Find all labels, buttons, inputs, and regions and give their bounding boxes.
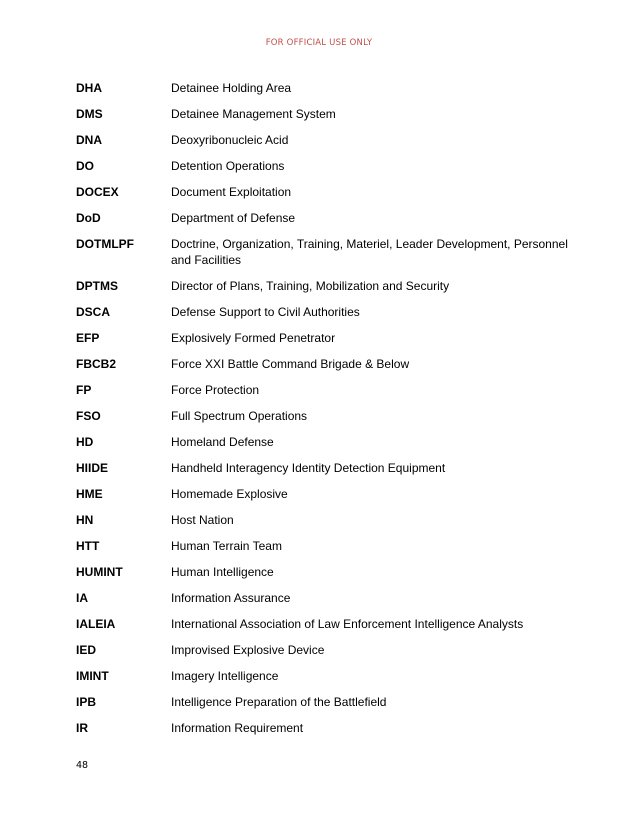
acronym-row <box>76 382 576 398</box>
acronym-row <box>76 616 576 632</box>
acronym-row <box>76 720 576 736</box>
acronym-abbr: HTT <box>76 539 100 553</box>
acronym-abbr: IMINT <box>76 669 109 683</box>
acronym-row <box>76 486 576 502</box>
acronym-definition: Information Requirement <box>171 721 304 735</box>
acronym-row <box>76 434 576 450</box>
page-number: 48 <box>76 760 89 771</box>
acronym-definition: Department of Defense <box>171 211 296 225</box>
acronym-abbr: IALEIA <box>76 617 116 631</box>
acronym-definition: Deoxyribonucleic Acid <box>171 133 289 147</box>
acronym-abbr: DNA <box>76 133 102 147</box>
acronym-definition: Force XXI Battle Command Brigade & Below <box>171 357 410 371</box>
acronym-list <box>76 80 576 746</box>
acronym-row <box>76 694 576 710</box>
acronym-definition: Human Terrain Team <box>171 539 282 553</box>
acronym-definition: Director of Plans, Training, Mobilization and Security <box>171 279 450 293</box>
acronym-definition: Defense Support to Civil Authorities <box>171 305 360 319</box>
acronym-abbr: FP <box>76 383 92 397</box>
acronym-row <box>76 668 576 684</box>
acronym-definition: Intelligence Preparation of the Battlefield <box>171 695 387 709</box>
acronym-row <box>76 590 576 606</box>
acronym-definition: Force Protection <box>171 383 260 397</box>
acronym-abbr: DOCEX <box>76 185 119 199</box>
acronym-abbr: DSCA <box>76 305 111 319</box>
acronym-row <box>76 356 576 372</box>
acronym-row <box>76 512 576 528</box>
classification-header: FOR OFFICIAL USE ONLY <box>265 38 373 48</box>
acronym-definition: Detention Operations <box>171 159 285 173</box>
acronym-abbr: DoD <box>76 211 101 225</box>
acronym-abbr: FBCB2 <box>76 357 117 371</box>
acronym-row <box>76 106 576 122</box>
acronym-row <box>76 460 576 476</box>
acronym-definition: Document Exploitation <box>171 185 292 199</box>
acronym-abbr: DO <box>76 159 94 173</box>
acronym-abbr: HIIDE <box>76 461 109 475</box>
acronym-row <box>76 538 576 554</box>
acronym-abbr: HN <box>76 513 94 527</box>
acronym-abbr: DHA <box>76 81 102 95</box>
acronym-definition: Homeland Defense <box>171 435 274 449</box>
acronym-abbr: HUMINT <box>76 565 123 579</box>
acronym-definition: Detainee Management System <box>171 107 336 121</box>
acronym-row <box>76 278 576 294</box>
acronym-definition: Human Intelligence <box>171 565 274 579</box>
acronym-abbr: DPTMS <box>76 279 118 293</box>
acronym-abbr: FSO <box>76 409 101 423</box>
acronym-definition: Detainee Holding Area <box>171 81 292 95</box>
acronym-row <box>76 236 576 268</box>
acronym-row <box>76 408 576 424</box>
acronym-definition: Improvised Explosive Device <box>171 643 325 657</box>
acronym-definition: Handheld Interagency Identity Detection Equipment <box>171 461 446 475</box>
acronym-definition: Explosively Formed Penetrator <box>171 331 336 345</box>
acronym-definition: Imagery Intelligence <box>171 669 279 683</box>
acronym-row <box>76 158 576 174</box>
acronym-abbr: IR <box>76 721 88 735</box>
acronym-definition: Information Assurance <box>171 591 291 605</box>
acronym-abbr: HME <box>76 487 103 501</box>
acronym-row <box>76 304 576 320</box>
acronym-abbr: HD <box>76 435 94 449</box>
acronym-abbr: EFP <box>76 331 100 345</box>
acronym-row <box>76 132 576 148</box>
acronym-definition: Homemade Explosive <box>171 487 288 501</box>
acronym-row <box>76 330 576 346</box>
acronym-row <box>76 210 576 226</box>
acronym-definition: Doctrine, Organization, Training, Materiel, Leader Development, Personnel and Facilities <box>171 237 568 267</box>
acronym-row <box>76 80 576 96</box>
acronym-row <box>76 564 576 580</box>
acronym-definition: Full Spectrum Operations <box>171 409 308 423</box>
acronym-abbr: IED <box>76 643 97 657</box>
acronym-definition: Host Nation <box>171 513 234 527</box>
acronym-abbr: IA <box>76 591 88 605</box>
acronym-row <box>76 184 576 200</box>
acronym-abbr: IPB <box>76 695 97 709</box>
acronym-row <box>76 642 576 658</box>
acronym-abbr: DMS <box>76 107 103 121</box>
acronym-definition: International Association of Law Enforcement Intelligence Analysts <box>171 617 524 631</box>
acronym-abbr: DOTMLPF <box>76 237 134 251</box>
